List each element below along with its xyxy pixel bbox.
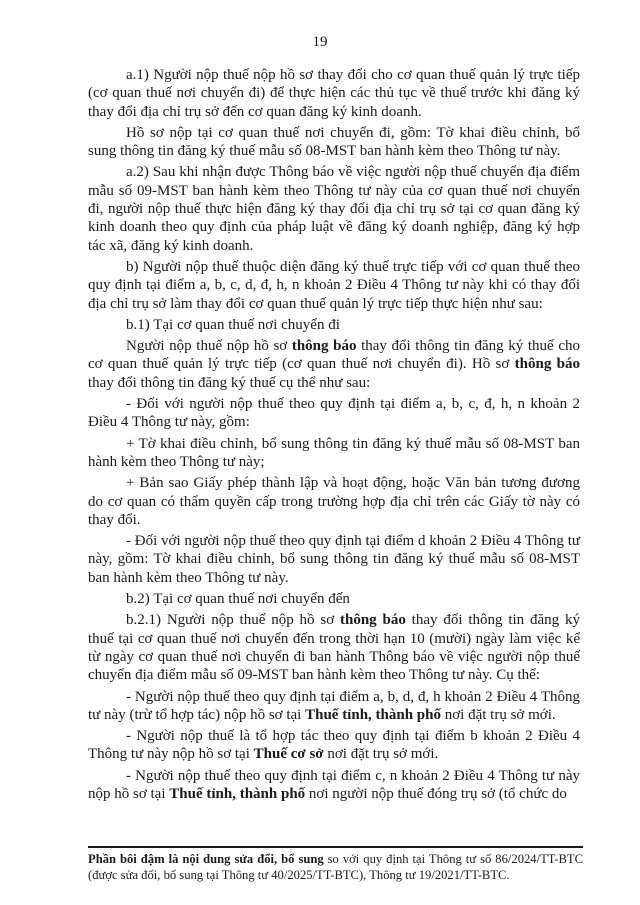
bold-text-run: Phần bôi đậm là nội dung sửa đổi, bổ sung: [88, 852, 324, 866]
text-run: thay đổi thông tin đăng ký thuế tại cơ quan thuế nơi chuyển đến trong thời hạn 10 (mười) ngày làm việc kể từ ngày cơ quan thuế nơi chuyển đi ban hành Thông báo về việc người nộp thuế chuyển địa điểm mẫu số 09-MST ban hành kèm theo Thông tư này. Cụ thể:: [88, 612, 580, 684]
text-run: Người nộp thuế nộp hồ sơ: [126, 338, 292, 355]
text-run: - Đối với người nộp thuế theo quy định tại điểm a, b, c, đ, h, n khoản 2 Điều 4 Thông tư này, gồm:: [88, 396, 580, 431]
text-run: a.2) Sau khi nhận được Thông báo về việc người nộp thuế chuyển địa điểm mẫu số 09-MST ban hành kèm theo Thông tư này của cơ quan thuế nơi chuyển đi, người nộp thuế thực hiện đăng ký thay đổi địa chỉ trụ sở tại cơ quan đăng ký kinh doanh theo quy định của pháp luật về đăng ký doanh nghiệp, đăng ký hợp tác xã, đăng ký kinh doanh.: [88, 164, 580, 254]
paragraph: [88, 590, 580, 608]
paragraph: [88, 611, 580, 684]
paragraph: [88, 316, 580, 334]
paragraph: [88, 532, 580, 587]
paragraph: [88, 727, 580, 764]
text-run: b.2.1) Người nộp thuế nộp hồ sơ: [126, 612, 340, 629]
text-run: b.2) Tại cơ quan thuế nơi chuyển đến: [126, 591, 350, 608]
text-run: b) Người nộp thuế thuộc diện đăng ký thuế trực tiếp với cơ quan thuế theo quy định tại điểm a, b, c, d, đ, h, n khoản 2 Điều 4 Thông tư này khi có thay đổi địa chỉ trụ sở làm thay đổi cơ quan thuế quản lý trực tiếp thực hiện như sau:: [88, 258, 580, 312]
paragraph: [88, 66, 580, 121]
page-number: 19: [312, 34, 328, 50]
text-run: nơi đặt trụ sở mới.: [323, 746, 439, 763]
paragraph: [88, 435, 580, 472]
document-body: [88, 66, 580, 806]
footnote-text: [88, 851, 583, 884]
text-run: - Người nộp thuế theo quy định tại điểm a, b, d, đ, h khoản 2 Điều 4 Thông tư này (trừ tổ hợp tác) nộp hồ sơ tại: [88, 688, 580, 723]
paragraph: [88, 688, 580, 725]
text-run: so với quy định tại Thông tư số 86/2024/TT-BTC (được sửa đổi, bổ sung tại Thông tư 40/2025/TT-BTC), Thông tư 19/2021/TT-BTC.: [88, 852, 583, 883]
paragraph: [88, 395, 580, 432]
paragraph: [88, 258, 580, 313]
text-run: a.1) Người nộp thuế nộp hồ sơ thay đổi cho cơ quan thuế quản lý trực tiếp (cơ quan thuế nơi chuyển đi) để thực hiện các thủ tục về thuế trước khi đăng ký thay đổi địa chỉ trụ sở đến cơ quan đăng ký kinh doanh.: [88, 67, 580, 120]
paragraph: [88, 124, 580, 161]
text-run: - Đối với người nộp thuế theo quy định tại điểm d khoản 2 Điều 4 Thông tư này, gồm: Tờ khai điều chỉnh, bổ sung thông tin đăng ký thuế mẫu số 08-MST ban hành kèm theo Thông tư này.: [88, 533, 580, 586]
bold-text-run: Thuế tỉnh, thành phố: [169, 785, 306, 802]
text-run: + Bản sao Giấy phép thành lập và hoạt động, hoặc Văn bản tương đương do cơ quan có thẩm quyền cấp trong trường hợp địa chỉ trên các Giấy tờ này có thay đổi.: [88, 475, 580, 528]
text-run: thay đổi thông tin đăng ký thuế cụ thể như sau:: [88, 374, 371, 391]
paragraph: [88, 163, 580, 254]
text-run: - Người nộp thuế theo quy định tại điểm c, n khoản 2 Điều 4 Thông tư này nộp hồ sơ tại: [88, 767, 580, 802]
footnote: [88, 846, 583, 884]
bold-text-run: thông báo: [514, 356, 580, 373]
paragraph: [88, 474, 580, 529]
paragraph: [88, 767, 580, 804]
bold-text-run: thông báo: [291, 338, 357, 355]
paragraph: [88, 337, 580, 392]
text-run: b.1) Tại cơ quan thuế nơi chuyển đi: [126, 316, 340, 333]
text-run: Hồ sơ nộp tại cơ quan thuế nơi chuyển đi, gồm: Tờ khai điều chỉnh, bổ sung thông tin đăng ký thuế mẫu số 08-MST ban hành kèm theo Thông tư này.: [88, 124, 580, 160]
text-run: nơi người nộp thuế đóng trụ sở (tổ chức do: [305, 785, 567, 802]
bold-text-run: Thuế cơ sở: [253, 746, 324, 763]
bold-text-run: thông báo: [339, 612, 406, 629]
text-run: nơi đặt trụ sở mới.: [441, 706, 556, 723]
text-run: - Người nộp thuế là tổ hợp tác theo quy định tại điểm b khoản 2 Điều 4 Thông tư này nộp hồ sơ tại: [88, 728, 580, 763]
text-run: + Tờ khai điều chỉnh, bổ sung thông tin đăng ký thuế mẫu số 08-MST ban hành kèm theo Thông tư này;: [88, 435, 580, 470]
bold-text-run: Thuế tỉnh, thành phố: [305, 706, 441, 723]
text-run: thay đổi thông tin đăng ký thuế cho cơ quan thuế quản lý trực tiếp (cơ quan thuế nơi chuyển đi). Hồ sơ: [88, 338, 580, 373]
footnote-separator: [88, 846, 583, 848]
